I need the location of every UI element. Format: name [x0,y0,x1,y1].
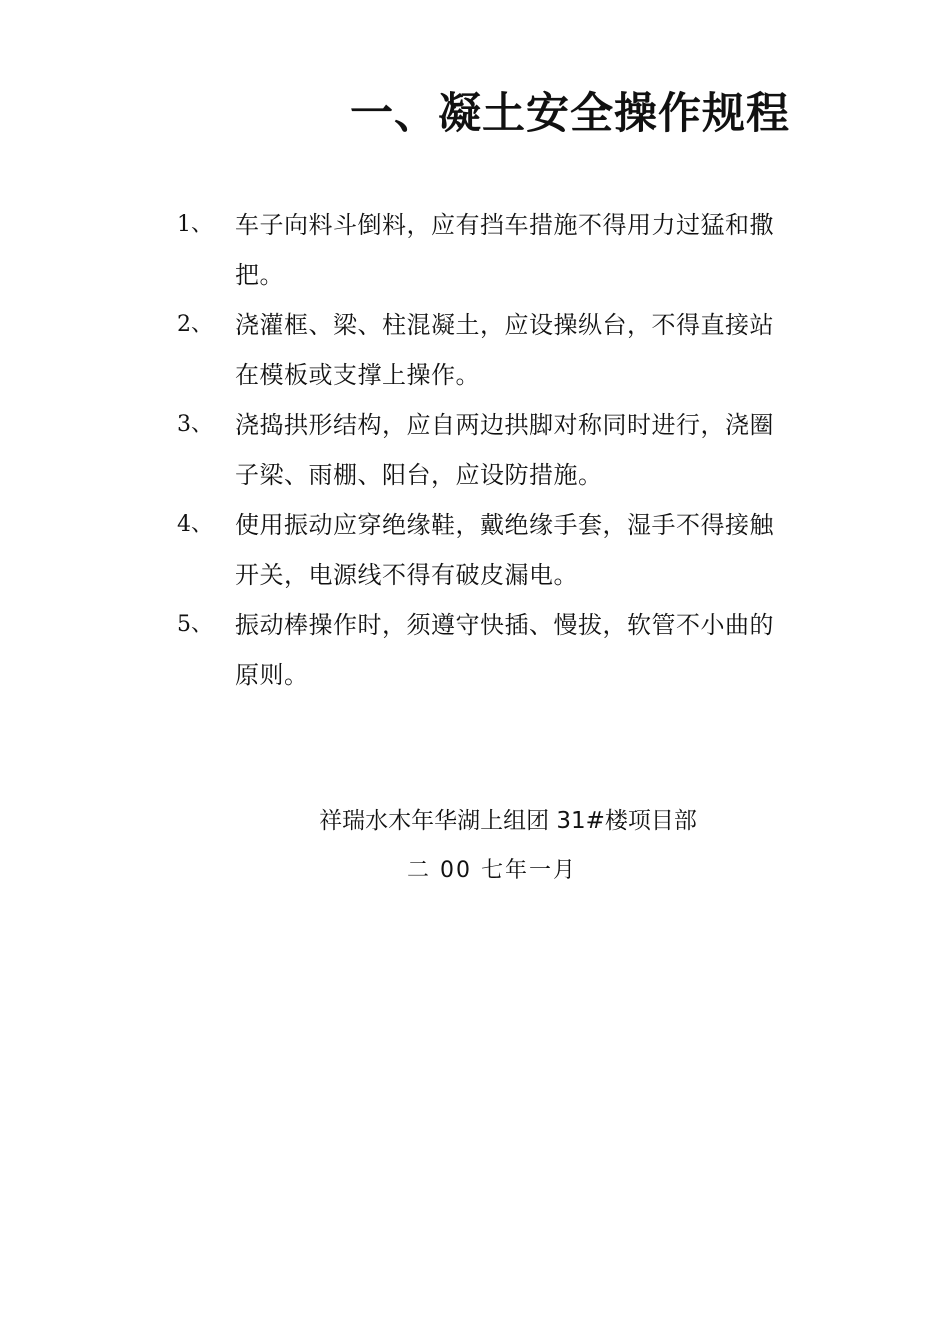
item-text-line: 原则。 [235,661,309,689]
list-item [177,400,817,500]
rules-list [177,200,817,700]
footer-organization: 祥瑞水木年华湖上组团 31#楼项目部 [319,808,697,834]
list-item [177,300,817,400]
item-text-line: 开关，电源线不得有破皮漏电。 [235,561,578,589]
list-item [177,500,817,600]
item-text-line: 振动棒操作时，须遵守快插、慢拔，软管不小曲的 [235,611,774,639]
list-item [177,200,817,300]
item-text-line: 子梁、雨棚、阳台，应设防措施。 [235,461,603,489]
item-text-line: 浇捣拱形结构，应自两边拱脚对称同时进行，浇圈 [235,411,774,439]
item-number: 5、 [177,612,213,637]
item-text-line: 在模板或支撑上操作。 [235,361,480,389]
item-text-line: 把。 [235,261,284,289]
footer-date: 二 00 七年一月 [407,858,577,883]
list-item [177,600,817,700]
item-text-line: 车子向料斗倒料，应有挡车措施不得用力过猛和撒 [235,211,774,239]
item-number: 3、 [177,412,213,437]
item-number: 1、 [177,212,213,237]
item-number: 4、 [177,512,213,537]
document-title: 一、凝土安全操作规程 [350,89,790,139]
item-text-line: 浇灌框、梁、柱混凝土，应设操纵台，不得直接站 [235,311,774,339]
item-text-line: 使用振动应穿绝缘鞋，戴绝缘手套，湿手不得接触 [235,511,774,539]
item-number: 2、 [177,312,213,337]
